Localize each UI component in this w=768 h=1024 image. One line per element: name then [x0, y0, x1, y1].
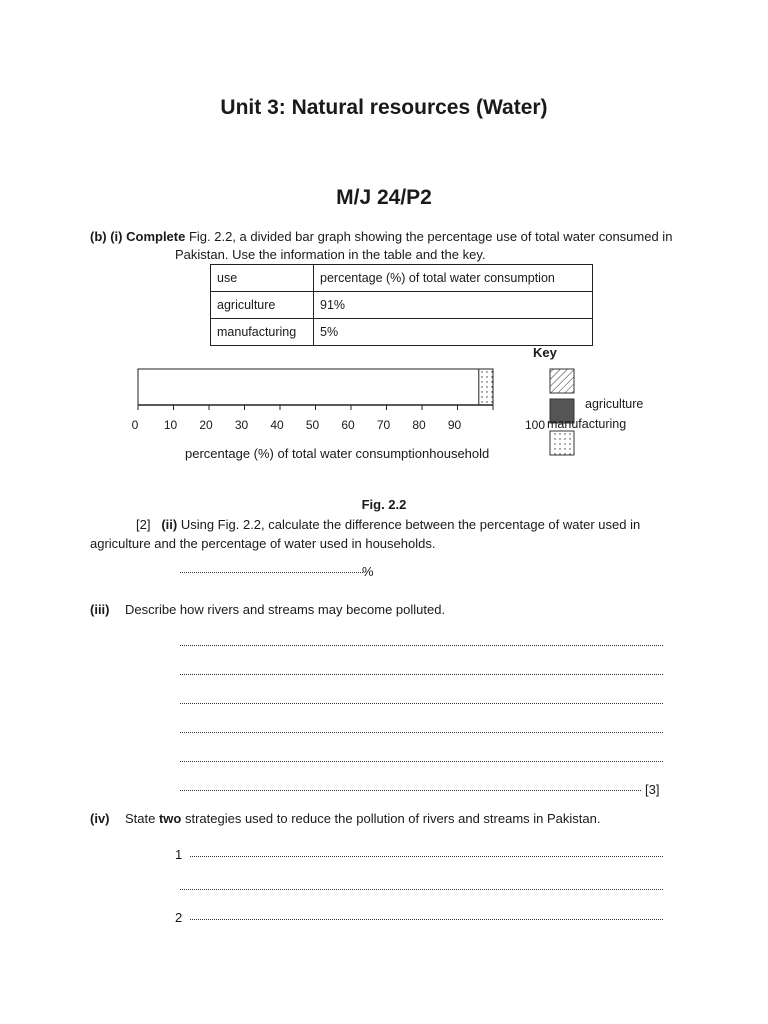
answer-line[interactable]	[180, 760, 663, 762]
tick-label: 80	[412, 418, 426, 432]
table-cell: agriculture	[211, 292, 314, 319]
tick-label: 100	[524, 418, 546, 432]
tick-label: 40	[270, 418, 284, 432]
page-title: Unit 3: Natural resources (Water)	[220, 96, 548, 119]
legend-swatch-household	[550, 431, 574, 455]
question-label: (iv)	[90, 811, 110, 826]
tick-label: 0	[131, 418, 139, 432]
question-bold-word: Complete	[126, 229, 186, 244]
answer-line[interactable]	[190, 855, 663, 857]
tick-label: 60	[341, 418, 355, 432]
legend-label-agriculture: agriculture	[585, 397, 644, 411]
table-header-cell: percentage (%) of total water consumption	[314, 265, 593, 292]
tick-label: 30	[234, 418, 249, 432]
legend-swatches	[548, 367, 578, 459]
table-cell: manufacturing	[211, 319, 314, 346]
marks-b-i: [2]	[136, 517, 151, 532]
tick-label: 10	[163, 418, 178, 432]
bar-segment-household	[479, 369, 493, 405]
overlapping-household-label: household	[429, 446, 490, 461]
question-ii	[136, 516, 640, 533]
answer-number-2: 2	[175, 910, 183, 925]
answer-line[interactable]	[180, 789, 641, 791]
question-iv-text-post: strategies used to reduce the pollution of rivers and streams in Pakistan.	[181, 811, 601, 826]
divided-bar-chart	[0, 0, 768, 470]
question-iii-text: Describe how rivers and streams may become polluted.	[125, 602, 446, 617]
table-cell: 91%	[314, 292, 593, 319]
answer-line[interactable]	[180, 888, 663, 890]
question-ii-text-line2: agriculture and the percentage of water used in households.	[90, 536, 436, 551]
answer-line[interactable]	[180, 702, 663, 704]
figure-caption: Fig. 2.2	[361, 497, 407, 512]
table-header-cell: use	[211, 265, 314, 292]
answer-number-1: 1	[175, 847, 183, 862]
tick-label: 50	[305, 418, 320, 432]
answer-line[interactable]	[180, 731, 663, 733]
question-ii-text-line1: Using Fig. 2.2, calculate the difference between the percentage of water used in	[180, 517, 641, 532]
answer-line[interactable]	[180, 644, 663, 646]
question-iv-text-pre: State	[125, 811, 159, 826]
question-label: (ii)	[161, 517, 178, 532]
answer-line[interactable]	[190, 918, 663, 920]
legend-title: Key	[533, 345, 557, 360]
x-axis-label-text: percentage (%) of total water consumption	[185, 446, 430, 461]
answer-line[interactable]	[180, 571, 363, 573]
answer-line[interactable]	[180, 673, 663, 675]
question-iv-text	[125, 810, 600, 827]
paper-code: M/J 24/P2	[336, 186, 432, 209]
marks-iii: [3]	[645, 782, 660, 797]
answer-unit: %	[362, 564, 374, 579]
question-iv-label	[90, 810, 110, 827]
question-label: (iii)	[90, 602, 110, 617]
legend-swatch-agriculture	[550, 369, 574, 393]
question-text-line2: Pakistan. Use the information in the table and the key.	[175, 247, 486, 262]
table-cell: 5%	[314, 319, 593, 346]
question-text-line1: Fig. 2.2, a divided bar graph showing the percentage use of total water consumed in	[185, 229, 673, 244]
legend-label-manufacturing: manufacturing	[547, 417, 627, 431]
x-axis-label	[185, 445, 489, 462]
bar-outline	[138, 369, 493, 405]
tick-label: 90	[447, 418, 462, 432]
tick-label: 20	[199, 418, 213, 432]
question-label: (b) (i)	[90, 229, 123, 244]
question-iv-text-bold: two	[158, 811, 182, 826]
tick-label: 70	[376, 418, 391, 432]
question-iii-label	[90, 601, 110, 618]
